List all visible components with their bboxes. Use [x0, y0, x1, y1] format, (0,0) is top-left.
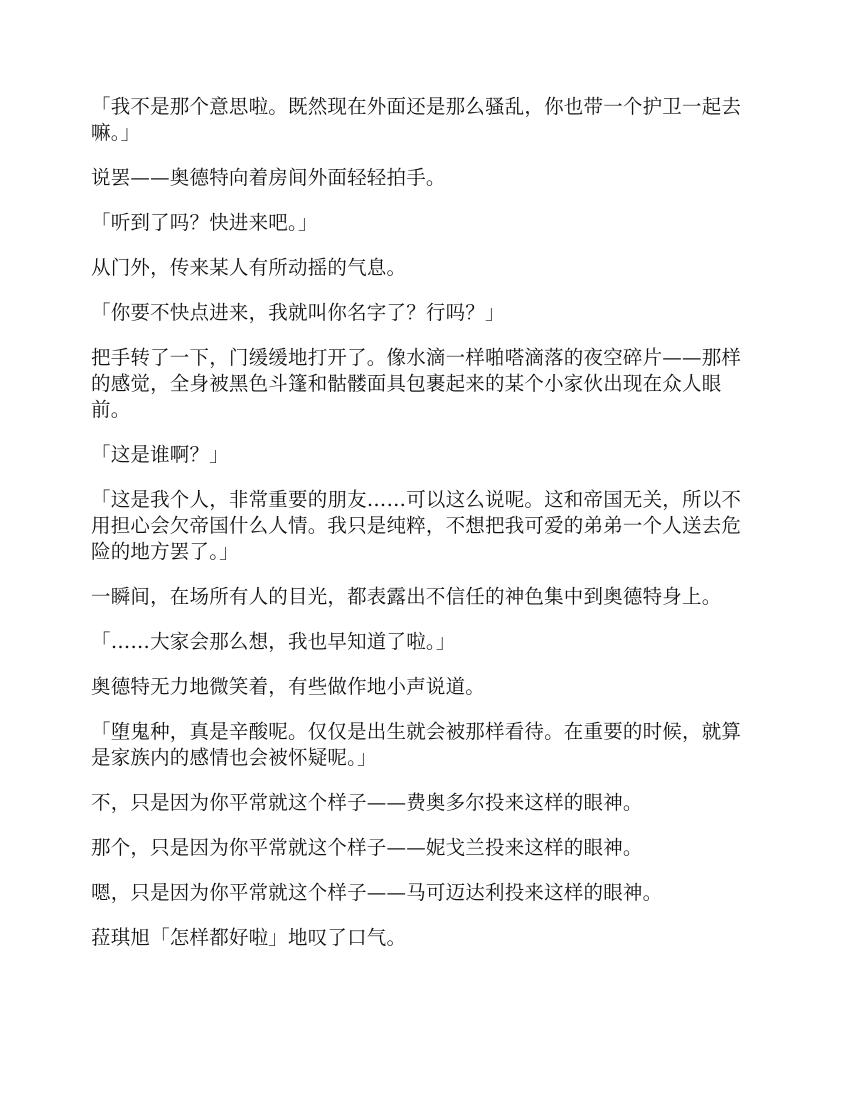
paragraph-15: 嗯，只是因为你平常就这个样子——马可迈达利投来这样的眼神。 [91, 881, 663, 904]
paragraph-12: 「堕鬼种，真是辛酸呢。仅仅是出生就会被那样看待。在重要的时候，就算是家族内的感情也会被怀疑呢。」 [91, 720, 742, 769]
paragraph-6: 把手转了一下，门缓缓地打开了。像水滴一样啪嗒滴落的夜空碎片——那样的感觉，全身被黑色斗篷和骷髅面具包裹起来的某个小家伙出现在众人眼前。 [91, 346, 742, 421]
paragraph-5: 「你要不快点进来，我就叫你名字了？行吗？」 [91, 301, 505, 324]
paragraph-8: 「这是我个人，非常重要的朋友……可以这么说呢。这和帝国无关，所以不用担心会欠帝国什么人情。我只是纯粹，不想把我可爱的弟弟一个人送去危险的地方罢了。」 [91, 488, 742, 563]
paragraph-7: 「这是谁啊？」 [91, 443, 229, 466]
paragraph-2: 说罢——奥德特向着房间外面轻轻拍手。 [91, 166, 446, 189]
paragraph-4: 从门外，传来某人有所动摇的气息。 [91, 256, 407, 279]
paragraph-16: 菈琪旭「怎样都好啦」地叹了口气。 [91, 926, 407, 949]
paragraph-14: 那个，只是因为你平常就这个样子——妮戈兰投来这样的眼神。 [91, 836, 643, 859]
paragraph-13: 不，只是因为你平常就这个样子——费奥多尔投来这样的眼神。 [91, 791, 643, 814]
paragraph-3: 「听到了吗？快进来吧。」 [91, 211, 318, 234]
paragraph-11: 奥德特无力地微笑着，有些做作地小声说道。 [91, 675, 486, 698]
paragraph-9: 一瞬间，在场所有人的目光，都表露出不信任的神色集中到奥德特身上。 [91, 585, 722, 608]
paragraph-1: 「我不是那个意思啦。既然现在外面还是那么骚乱，你也带一个护卫一起去嘛。」 [91, 95, 742, 144]
document-page [91, 94, 759, 970]
paragraph-10: 「……大家会那么想，我也早知道了啦。」 [91, 630, 456, 653]
